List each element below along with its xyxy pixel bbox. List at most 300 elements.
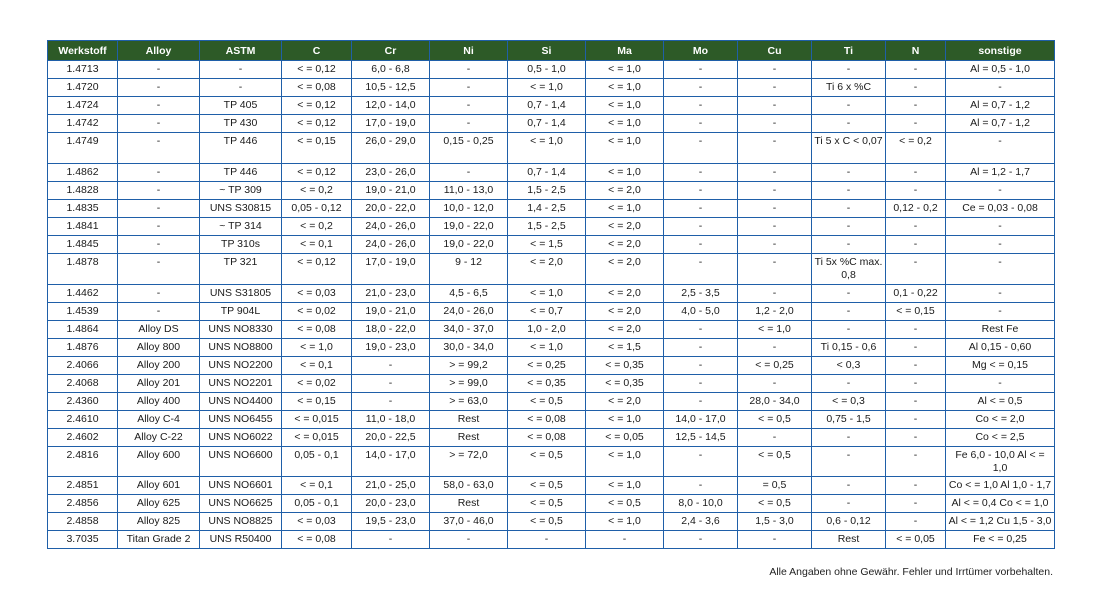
table-cell: 1.4828: [48, 182, 118, 200]
table-row: [48, 411, 1055, 429]
table-cell: -: [352, 393, 430, 411]
table-cell: < = 0,2: [886, 133, 946, 164]
table-cell: = 0,5: [738, 477, 812, 495]
table-cell: 1.4876: [48, 339, 118, 357]
table-cell: Alloy 825: [118, 513, 200, 531]
table-cell: -: [886, 97, 946, 115]
table-cell: Alloy 601: [118, 477, 200, 495]
table-cell: -: [886, 339, 946, 357]
table-cell: < = 0,35: [508, 375, 586, 393]
table-cell: -: [886, 477, 946, 495]
table-cell: 23,0 - 26,0: [352, 164, 430, 182]
table-cell: 1.4862: [48, 164, 118, 182]
table-cell: -: [886, 411, 946, 429]
table-cell: < = 0,1: [282, 236, 352, 254]
table-cell: < = 0,03: [282, 285, 352, 303]
column-header: C: [282, 41, 352, 61]
table-cell: 0,7 - 1,4: [508, 115, 586, 133]
table-cell: UNS S30815: [200, 200, 282, 218]
table-cell: -: [886, 393, 946, 411]
table-cell: Fe < = 0,25: [946, 531, 1055, 549]
table-cell: < = 0,5: [738, 447, 812, 477]
table-cell: Alloy 800: [118, 339, 200, 357]
table-cell: -: [738, 200, 812, 218]
table-cell: < = 2,0: [586, 182, 664, 200]
table-row: [48, 200, 1055, 218]
table-cell: 1,2 - 2,0: [738, 303, 812, 321]
table-cell: < = 0,1: [282, 477, 352, 495]
table-row: [48, 303, 1055, 321]
table-cell: -: [812, 477, 886, 495]
table-cell: < = 0,35: [586, 357, 664, 375]
table-row: [48, 164, 1055, 182]
table-cell: TP 446: [200, 133, 282, 164]
table-row: [48, 182, 1055, 200]
table-cell: < = 0,5: [738, 495, 812, 513]
table-cell: TP 405: [200, 97, 282, 115]
table-row: [48, 495, 1055, 513]
table-cell: < = 0,08: [282, 531, 352, 549]
table-cell: UNS NO8800: [200, 339, 282, 357]
table-cell: 2.4858: [48, 513, 118, 531]
table-cell: Al = 0,5 - 1,0: [946, 61, 1055, 79]
table-cell: ~ TP 314: [200, 218, 282, 236]
table-cell: < = 0,08: [282, 79, 352, 97]
table-cell: -: [118, 303, 200, 321]
table-cell: Alloy C-22: [118, 429, 200, 447]
table-cell: -: [118, 164, 200, 182]
table-cell: TP 310s: [200, 236, 282, 254]
table-cell: UNS NO6601: [200, 477, 282, 495]
table-cell: -: [118, 254, 200, 285]
table-cell: 1.4749: [48, 133, 118, 164]
table-cell: Ce = 0,03 - 0,08: [946, 200, 1055, 218]
table-cell: 1,5 - 2,5: [508, 218, 586, 236]
table-cell: -: [352, 531, 430, 549]
table-cell: < = 0,5: [508, 513, 586, 531]
table-cell: < = 0,08: [508, 429, 586, 447]
table-cell: < = 0,2: [282, 218, 352, 236]
table-cell: -: [738, 61, 812, 79]
table-cell: 6,0 - 6,8: [352, 61, 430, 79]
table-cell: Titan Grade 2: [118, 531, 200, 549]
table-cell: 58,0 - 63,0: [430, 477, 508, 495]
table-cell: < = 1,0: [586, 115, 664, 133]
table-cell: -: [812, 61, 886, 79]
table-cell: Al < = 1,2 Cu 1,5 - 3,0: [946, 513, 1055, 531]
column-header: Alloy: [118, 41, 200, 61]
table-cell: -: [430, 61, 508, 79]
table-cell: UNS R50400: [200, 531, 282, 549]
table-cell: 17,0 - 19,0: [352, 254, 430, 285]
table-cell: -: [430, 79, 508, 97]
table-cell: -: [946, 254, 1055, 285]
table-cell: -: [812, 375, 886, 393]
table-cell: 2.4816: [48, 447, 118, 477]
table-cell: < = 1,0: [738, 321, 812, 339]
table-cell: ~ TP 309: [200, 182, 282, 200]
table-cell: -: [812, 236, 886, 254]
table-cell: 0,05 - 0,1: [282, 495, 352, 513]
table-cell: < = 2,0: [586, 285, 664, 303]
table-cell: -: [886, 254, 946, 285]
table-cell: 1.4878: [48, 254, 118, 285]
table-cell: Al = 0,7 - 1,2: [946, 97, 1055, 115]
table-row: [48, 321, 1055, 339]
table-cell: 11,0 - 18,0: [352, 411, 430, 429]
table-cell: Fe 6,0 - 10,0 Al < = 1,0: [946, 447, 1055, 477]
table-cell: < = 0,1: [282, 357, 352, 375]
table-cell: -: [886, 164, 946, 182]
table-cell: -: [352, 357, 430, 375]
table-cell: Alloy 625: [118, 495, 200, 513]
table-cell: -: [738, 375, 812, 393]
table-cell: < = 2,0: [586, 236, 664, 254]
table-cell: -: [118, 133, 200, 164]
table-cell: < = 0,5: [586, 495, 664, 513]
table-cell: 0,05 - 0,1: [282, 447, 352, 477]
table-cell: -: [738, 79, 812, 97]
table-cell: Al < = 0,5: [946, 393, 1055, 411]
table-row: [48, 61, 1055, 79]
table-cell: -: [664, 115, 738, 133]
table-cell: -: [664, 164, 738, 182]
table-cell: 2.4610: [48, 411, 118, 429]
table-cell: 2,5 - 3,5: [664, 285, 738, 303]
table-cell: 0,1 - 0,22: [886, 285, 946, 303]
table-cell: -: [886, 218, 946, 236]
table-cell: -: [946, 182, 1055, 200]
table-cell: > = 99,0: [430, 375, 508, 393]
table-cell: Al < = 0,4 Co < = 1,0: [946, 495, 1055, 513]
alloy-composition-table: [47, 40, 1055, 549]
table-cell: -: [812, 218, 886, 236]
table-cell: 21,0 - 23,0: [352, 285, 430, 303]
table-cell: < = 0,02: [282, 375, 352, 393]
table-row: [48, 375, 1055, 393]
table-cell: 9 - 12: [430, 254, 508, 285]
table-cell: 0,75 - 1,5: [812, 411, 886, 429]
table-cell: -: [886, 321, 946, 339]
table-cell: 19,0 - 22,0: [430, 236, 508, 254]
table-cell: -: [738, 182, 812, 200]
table-cell: -: [812, 285, 886, 303]
table-cell: < = 2,0: [586, 303, 664, 321]
table-cell: -: [738, 97, 812, 115]
table-cell: -: [664, 339, 738, 357]
table-cell: 12,0 - 14,0: [352, 97, 430, 115]
table-cell: < = 2,0: [586, 218, 664, 236]
table-cell: -: [118, 236, 200, 254]
header-row: [48, 41, 1055, 61]
column-header: ASTM: [200, 41, 282, 61]
table-cell: 1.4845: [48, 236, 118, 254]
table-cell: -: [886, 79, 946, 97]
table-cell: < = 0,5: [508, 495, 586, 513]
table-cell: 19,0 - 22,0: [430, 218, 508, 236]
table-cell: < = 1,0: [586, 447, 664, 477]
table-cell: 10,5 - 12,5: [352, 79, 430, 97]
table-cell: 1.4841: [48, 218, 118, 236]
table-cell: -: [508, 531, 586, 549]
table-cell: < = 1,0: [586, 61, 664, 79]
table-cell: -: [664, 79, 738, 97]
table-row: [48, 357, 1055, 375]
table-cell: Alloy 600: [118, 447, 200, 477]
column-header: Si: [508, 41, 586, 61]
table-cell: -: [946, 218, 1055, 236]
table-cell: < = 0,7: [508, 303, 586, 321]
table-cell: 21,0 - 25,0: [352, 477, 430, 495]
table-cell: -: [664, 477, 738, 495]
table-cell: < = 1,0: [586, 133, 664, 164]
table-cell: > = 63,0: [430, 393, 508, 411]
table-cell: TP 904L: [200, 303, 282, 321]
table-cell: UNS NO8330: [200, 321, 282, 339]
table-cell: Al 0,15 - 0,60: [946, 339, 1055, 357]
table-cell: -: [738, 164, 812, 182]
table-row: [48, 513, 1055, 531]
table-cell: 0,15 - 0,25: [430, 133, 508, 164]
table-cell: < = 1,5: [586, 339, 664, 357]
table-cell: -: [664, 447, 738, 477]
table-cell: 0,7 - 1,4: [508, 97, 586, 115]
table-cell: 12,5 - 14,5: [664, 429, 738, 447]
column-header: sonstige: [946, 41, 1055, 61]
table-cell: -: [738, 236, 812, 254]
table-row: [48, 339, 1055, 357]
table-cell: < = 1,0: [586, 164, 664, 182]
table-cell: 19,0 - 21,0: [352, 182, 430, 200]
table-cell: Ti 6 x %C: [812, 79, 886, 97]
column-header: N: [886, 41, 946, 61]
table-cell: 14,0 - 17,0: [664, 411, 738, 429]
table-cell: Al = 1,2 - 1,7: [946, 164, 1055, 182]
table-cell: < = 2,0: [586, 321, 664, 339]
column-header: Cr: [352, 41, 430, 61]
table-cell: 20,0 - 22,0: [352, 200, 430, 218]
column-header: Ma: [586, 41, 664, 61]
table-cell: 0,12 - 0,2: [886, 200, 946, 218]
table-row: [48, 133, 1055, 164]
table-cell: -: [200, 79, 282, 97]
column-header: Ni: [430, 41, 508, 61]
table-cell: 18,0 - 22,0: [352, 321, 430, 339]
table-row: [48, 79, 1055, 97]
table-cell: -: [886, 447, 946, 477]
table-cell: Mg < = 0,15: [946, 357, 1055, 375]
table-cell: 30,0 - 34,0: [430, 339, 508, 357]
table-cell: < = 1,0: [586, 79, 664, 97]
table-cell: > = 99,2: [430, 357, 508, 375]
table-cell: -: [946, 133, 1055, 164]
table-cell: < 0,3: [812, 357, 886, 375]
table-row: [48, 477, 1055, 495]
table-cell: -: [664, 236, 738, 254]
table-cell: -: [812, 321, 886, 339]
table-cell: Alloy 400: [118, 393, 200, 411]
table-cell: < = 2,0: [586, 254, 664, 285]
table-cell: Rest: [430, 429, 508, 447]
table-cell: -: [664, 357, 738, 375]
table-cell: UNS NO2200: [200, 357, 282, 375]
table-cell: -: [664, 254, 738, 285]
table-cell: 2.4851: [48, 477, 118, 495]
table-cell: 28,0 - 34,0: [738, 393, 812, 411]
table-row: [48, 393, 1055, 411]
table-cell: TP 430: [200, 115, 282, 133]
table-cell: < = 0,03: [282, 513, 352, 531]
table-cell: -: [886, 115, 946, 133]
table-cell: < = 0,3: [812, 393, 886, 411]
table-cell: -: [118, 61, 200, 79]
table-row: [48, 531, 1055, 549]
disclaimer-footnote: Alle Angaben ohne Gewähr. Fehler und Irrtümer vorbehalten.: [769, 566, 1053, 578]
table-row: [48, 285, 1055, 303]
table-cell: Alloy 200: [118, 357, 200, 375]
table-cell: Co < = 2,0: [946, 411, 1055, 429]
table-cell: < = 0,15: [282, 133, 352, 164]
table-cell: Alloy 201: [118, 375, 200, 393]
table-cell: 0,7 - 1,4: [508, 164, 586, 182]
table-cell: Rest: [430, 495, 508, 513]
table-cell: -: [118, 97, 200, 115]
table-cell: 1,0 - 2,0: [508, 321, 586, 339]
table-cell: Rest: [812, 531, 886, 549]
table-cell: -: [664, 375, 738, 393]
table-cell: < = 1,0: [508, 79, 586, 97]
column-header: Werkstoff: [48, 41, 118, 61]
table-cell: UNS NO6022: [200, 429, 282, 447]
table-cell: -: [738, 115, 812, 133]
table-cell: 17,0 - 19,0: [352, 115, 430, 133]
table-cell: -: [664, 133, 738, 164]
table-cell: -: [118, 200, 200, 218]
table-cell: -: [430, 531, 508, 549]
table-cell: -: [664, 531, 738, 549]
table-cell: -: [946, 303, 1055, 321]
table-cell: -: [946, 375, 1055, 393]
table-cell: Ti 5 x C < 0,07: [812, 133, 886, 164]
table-cell: 14,0 - 17,0: [352, 447, 430, 477]
table-cell: -: [664, 182, 738, 200]
table-cell: 1.4462: [48, 285, 118, 303]
table-cell: 1.4742: [48, 115, 118, 133]
table-cell: Co < = 1,0 Al 1,0 - 1,7: [946, 477, 1055, 495]
table-cell: -: [812, 303, 886, 321]
table-cell: -: [886, 375, 946, 393]
table-cell: 19,0 - 21,0: [352, 303, 430, 321]
table-cell: < = 1,0: [508, 339, 586, 357]
table-cell: < = 1,0: [508, 133, 586, 164]
table-cell: < = 1,0: [586, 513, 664, 531]
table-cell: -: [664, 321, 738, 339]
table-cell: -: [664, 97, 738, 115]
table-cell: 4,0 - 5,0: [664, 303, 738, 321]
table-cell: -: [430, 164, 508, 182]
table-cell: -: [886, 495, 946, 513]
table-cell: 0,6 - 0,12: [812, 513, 886, 531]
table-cell: 2.4856: [48, 495, 118, 513]
table-cell: -: [886, 61, 946, 79]
table-cell: -: [118, 182, 200, 200]
table-cell: -: [664, 200, 738, 218]
table-cell: -: [812, 495, 886, 513]
table-cell: 2.4602: [48, 429, 118, 447]
table-cell: Al = 0,7 - 1,2: [946, 115, 1055, 133]
table-cell: -: [886, 357, 946, 375]
table-cell: -: [118, 115, 200, 133]
table-cell: 1.4864: [48, 321, 118, 339]
table-cell: < = 1,0: [586, 200, 664, 218]
table-cell: -: [886, 182, 946, 200]
table-cell: < = 0,02: [282, 303, 352, 321]
table-row: [48, 115, 1055, 133]
table-cell: -: [118, 285, 200, 303]
table-cell: 19,5 - 23,0: [352, 513, 430, 531]
table-cell: -: [738, 254, 812, 285]
table-cell: 0,5 - 1,0: [508, 61, 586, 79]
table-body: [48, 61, 1055, 549]
table-cell: -: [886, 513, 946, 531]
table-cell: 20,0 - 23,0: [352, 495, 430, 513]
table-cell: < = 2,0: [508, 254, 586, 285]
table-cell: -: [812, 429, 886, 447]
table-cell: 2,4 - 3,6: [664, 513, 738, 531]
table-cell: -: [738, 339, 812, 357]
table-cell: -: [812, 182, 886, 200]
table-cell: -: [118, 79, 200, 97]
table-cell: < = 0,05: [886, 531, 946, 549]
table-cell: < = 0,12: [282, 61, 352, 79]
table-cell: -: [586, 531, 664, 549]
column-header: Mo: [664, 41, 738, 61]
table-cell: Alloy C-4: [118, 411, 200, 429]
table-cell: -: [738, 285, 812, 303]
table-cell: -: [946, 285, 1055, 303]
table-cell: Ti 0,15 - 0,6: [812, 339, 886, 357]
table-cell: < = 0,08: [508, 411, 586, 429]
table-cell: < = 0,015: [282, 429, 352, 447]
table-cell: Rest: [430, 411, 508, 429]
table-cell: < = 0,35: [586, 375, 664, 393]
table-cell: < = 0,25: [508, 357, 586, 375]
table-cell: < = 0,15: [282, 393, 352, 411]
table-cell: < = 1,0: [282, 339, 352, 357]
table-cell: < = 0,12: [282, 97, 352, 115]
table-cell: < = 0,015: [282, 411, 352, 429]
table-cell: < = 1,0: [508, 285, 586, 303]
table-cell: UNS NO6625: [200, 495, 282, 513]
table-cell: 1.4713: [48, 61, 118, 79]
table-cell: -: [664, 218, 738, 236]
table-cell: < = 0,2: [282, 182, 352, 200]
table-cell: -: [738, 218, 812, 236]
table-cell: -: [664, 393, 738, 411]
table-cell: 2.4068: [48, 375, 118, 393]
table-cell: < = 0,15: [886, 303, 946, 321]
table-cell: < = 0,12: [282, 164, 352, 182]
table-row: [48, 97, 1055, 115]
table-cell: -: [812, 97, 886, 115]
table-row: [48, 254, 1055, 285]
table-cell: -: [946, 236, 1055, 254]
table-cell: 26,0 - 29,0: [352, 133, 430, 164]
table-cell: UNS S31805: [200, 285, 282, 303]
table-row: [48, 447, 1055, 477]
table-cell: Rest Fe: [946, 321, 1055, 339]
table-cell: 4,5 - 6,5: [430, 285, 508, 303]
